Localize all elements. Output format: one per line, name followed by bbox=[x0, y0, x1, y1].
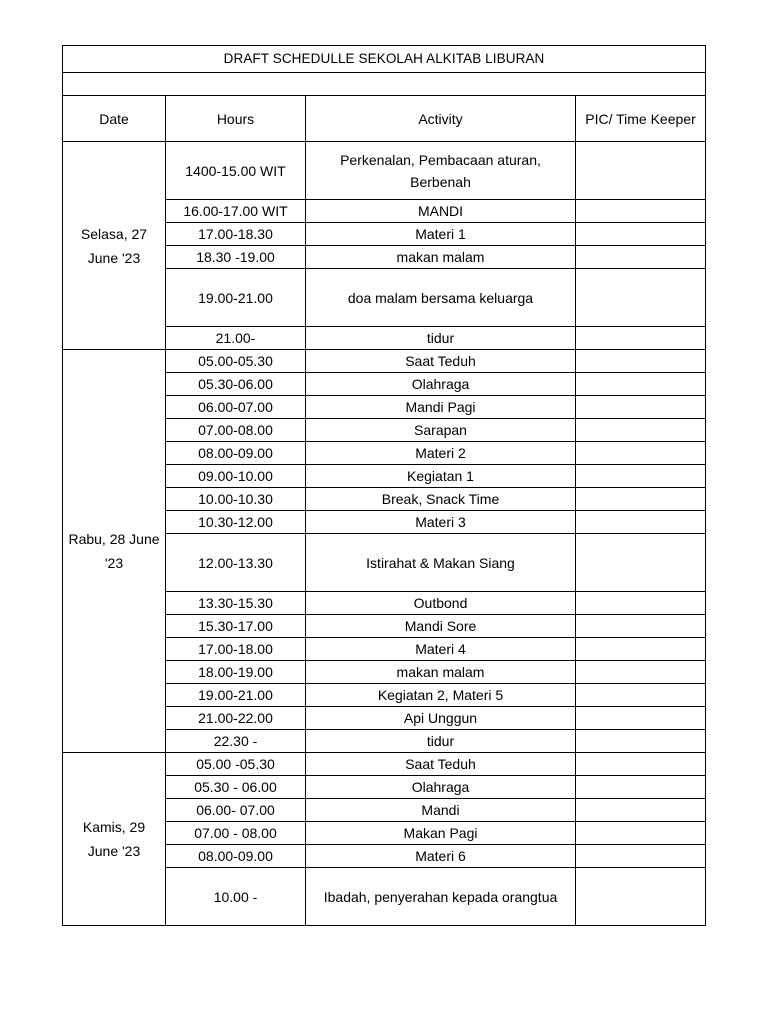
hours-cell: 12.00-13.30 bbox=[166, 534, 306, 592]
activity-cell: Mandi Pagi bbox=[306, 396, 576, 419]
activity-cell: MANDI bbox=[306, 200, 576, 223]
pic-cell bbox=[576, 592, 706, 615]
hours-cell: 22.30 - bbox=[166, 730, 306, 753]
activity-cell: Istirahat & Makan Siang bbox=[306, 534, 576, 592]
date-cell: Rabu, 28 June '23 bbox=[63, 350, 166, 753]
pic-cell bbox=[576, 327, 706, 350]
activity-cell: Mandi bbox=[306, 799, 576, 822]
schedule-row bbox=[63, 142, 706, 200]
header-activity: Activity bbox=[306, 96, 576, 142]
activity-cell: Ibadah, penyerahan kepada orangtua bbox=[306, 868, 576, 926]
activity-cell: Olahraga bbox=[306, 776, 576, 799]
activity-cell: doa malam bersama keluarga bbox=[306, 269, 576, 327]
pic-cell bbox=[576, 419, 706, 442]
document-title: DRAFT SCHEDULLE SEKOLAH ALKITAB LIBURAN bbox=[63, 46, 706, 73]
schedule-row bbox=[63, 350, 706, 373]
pic-cell bbox=[576, 684, 706, 707]
hours-cell: 09.00-10.00 bbox=[166, 465, 306, 488]
hours-cell: 10.00-10.30 bbox=[166, 488, 306, 511]
hours-cell: 10.30-12.00 bbox=[166, 511, 306, 534]
activity-cell: Materi 6 bbox=[306, 845, 576, 868]
hours-cell: 21.00-22.00 bbox=[166, 707, 306, 730]
activity-cell: Mandi Sore bbox=[306, 615, 576, 638]
header-date: Date bbox=[63, 96, 166, 142]
pic-cell bbox=[576, 615, 706, 638]
header-hours: Hours bbox=[166, 96, 306, 142]
pic-cell bbox=[576, 488, 706, 511]
pic-cell bbox=[576, 246, 706, 269]
hours-cell: 16.00-17.00 WIT bbox=[166, 200, 306, 223]
hours-cell: 21.00- bbox=[166, 327, 306, 350]
hours-cell: 07.00-08.00 bbox=[166, 419, 306, 442]
pic-cell bbox=[576, 269, 706, 327]
hours-cell: 15.30-17.00 bbox=[166, 615, 306, 638]
activity-cell: Materi 2 bbox=[306, 442, 576, 465]
activity-cell: tidur bbox=[306, 327, 576, 350]
pic-cell bbox=[576, 396, 706, 419]
hours-cell: 05.00 -05.30 bbox=[166, 753, 306, 776]
activity-cell: Materi 3 bbox=[306, 511, 576, 534]
pic-cell bbox=[576, 350, 706, 373]
hours-cell: 1400-15.00 WIT bbox=[166, 142, 306, 200]
hours-cell: 08.00-09.00 bbox=[166, 845, 306, 868]
schedule-table bbox=[62, 45, 706, 926]
activity-cell: Saat Teduh bbox=[306, 350, 576, 373]
activity-cell: Saat Teduh bbox=[306, 753, 576, 776]
activity-cell: Kegiatan 1 bbox=[306, 465, 576, 488]
hours-cell: 05.30 - 06.00 bbox=[166, 776, 306, 799]
pic-cell bbox=[576, 776, 706, 799]
activity-cell: Kegiatan 2, Materi 5 bbox=[306, 684, 576, 707]
activity-cell: Perkenalan, Pembacaan aturan, Berbenah bbox=[306, 142, 576, 200]
date-cell: Selasa, 27 June '23 bbox=[63, 142, 166, 350]
pic-cell bbox=[576, 373, 706, 396]
pic-cell bbox=[576, 638, 706, 661]
hours-cell: 05.30-06.00 bbox=[166, 373, 306, 396]
schedule-row bbox=[63, 753, 706, 776]
pic-cell bbox=[576, 799, 706, 822]
pic-cell bbox=[576, 534, 706, 592]
activity-cell: makan malam bbox=[306, 661, 576, 684]
pic-cell bbox=[576, 200, 706, 223]
hours-cell: 19.00-21.00 bbox=[166, 269, 306, 327]
hours-cell: 19.00-21.00 bbox=[166, 684, 306, 707]
activity-cell: Api Unggun bbox=[306, 707, 576, 730]
activity-cell: tidur bbox=[306, 730, 576, 753]
date-cell: Kamis, 29 June '23 bbox=[63, 753, 166, 926]
pic-cell bbox=[576, 730, 706, 753]
activity-cell: Break, Snack Time bbox=[306, 488, 576, 511]
hours-cell: 06.00-07.00 bbox=[166, 396, 306, 419]
activity-cell: Outbond bbox=[306, 592, 576, 615]
pic-cell bbox=[576, 511, 706, 534]
activity-cell: Sarapan bbox=[306, 419, 576, 442]
header-pic: PIC/ Time Keeper bbox=[576, 96, 706, 142]
pic-cell bbox=[576, 845, 706, 868]
hours-cell: 10.00 - bbox=[166, 868, 306, 926]
header-row bbox=[63, 96, 706, 142]
hours-cell: 13.30-15.30 bbox=[166, 592, 306, 615]
blank-cell bbox=[63, 73, 706, 96]
pic-cell bbox=[576, 753, 706, 776]
pic-cell bbox=[576, 707, 706, 730]
hours-cell: 06.00- 07.00 bbox=[166, 799, 306, 822]
title-row bbox=[63, 46, 706, 73]
pic-cell bbox=[576, 822, 706, 845]
activity-cell: Makan Pagi bbox=[306, 822, 576, 845]
activity-cell: Materi 1 bbox=[306, 223, 576, 246]
hours-cell: 08.00-09.00 bbox=[166, 442, 306, 465]
activity-cell: Materi 4 bbox=[306, 638, 576, 661]
blank-row bbox=[63, 73, 706, 96]
pic-cell bbox=[576, 868, 706, 926]
hours-cell: 05.00-05.30 bbox=[166, 350, 306, 373]
pic-cell bbox=[576, 442, 706, 465]
hours-cell: 18.30 -19.00 bbox=[166, 246, 306, 269]
pic-cell bbox=[576, 465, 706, 488]
activity-cell: makan malam bbox=[306, 246, 576, 269]
hours-cell: 07.00 - 08.00 bbox=[166, 822, 306, 845]
activity-cell: Olahraga bbox=[306, 373, 576, 396]
pic-cell bbox=[576, 223, 706, 246]
hours-cell: 17.00-18.30 bbox=[166, 223, 306, 246]
pic-cell bbox=[576, 142, 706, 200]
hours-cell: 18.00-19.00 bbox=[166, 661, 306, 684]
hours-cell: 17.00-18.00 bbox=[166, 638, 306, 661]
pic-cell bbox=[576, 661, 706, 684]
